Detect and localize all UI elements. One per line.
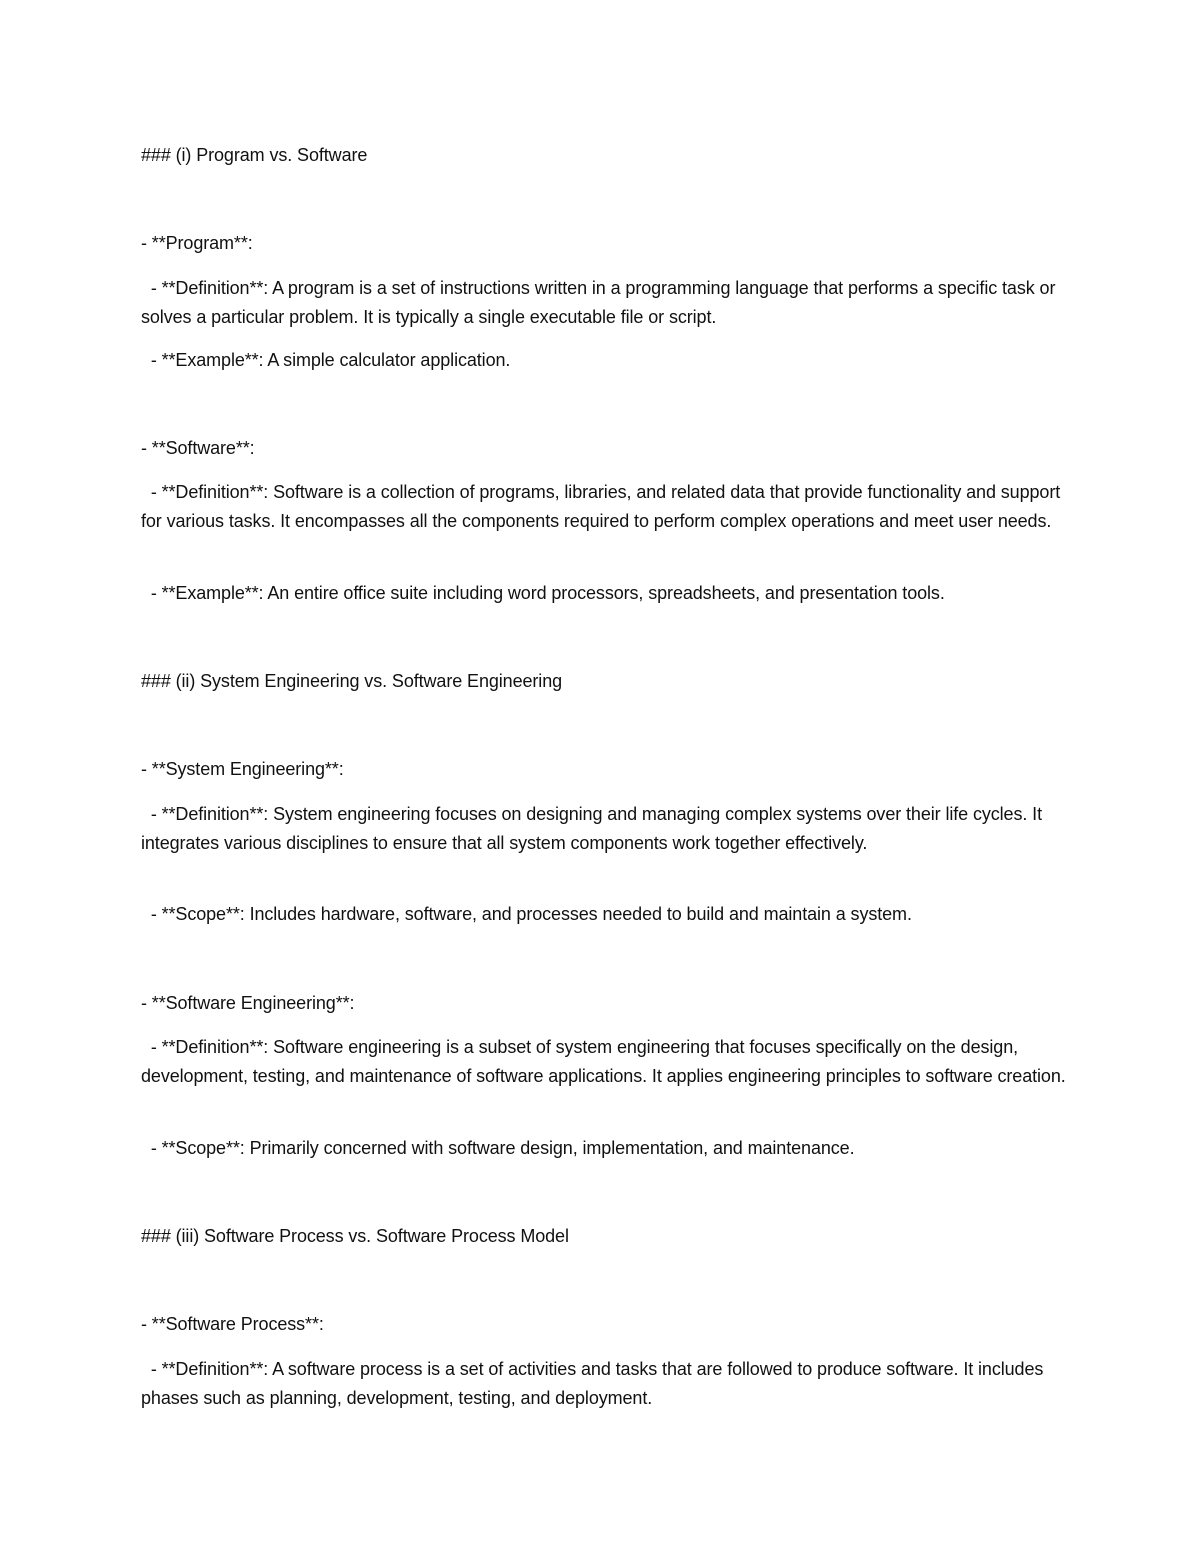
- list-item-program: - **Program**:: [141, 233, 253, 253]
- heading-system-vs-software-engineering: ### (ii) System Engineering vs. Software Engineering: [141, 671, 563, 691]
- list-item-system-engineering-scope: - **Scope**: Includes hardware, software, and processes needed to build and maintain a system.: [141, 904, 912, 924]
- list-item-software-engineering: - **Software Engineering**:: [141, 993, 355, 1013]
- list-item-software-example: - **Example**: An entire office suite including word processors, spreadsheets, and presentation tools.: [141, 583, 945, 603]
- list-item-software-process-definition: - **Definition**: A software process is a set of activities and tasks that are followed to produce software. It includes phases such as planning, development, testing, and deployment.: [141, 1359, 1049, 1408]
- list-item-software-definition: - **Definition**: Software is a collection of programs, libraries, and related data that provide functionality and support for various tasks. It encompasses all the components required to perform complex operations and meet user needs.: [141, 482, 1066, 531]
- list-item-software: - **Software**:: [141, 438, 255, 458]
- list-item-system-engineering: - **System Engineering**:: [141, 759, 344, 779]
- list-item-software-engineering-definition: - **Definition**: Software engineering is a subset of system engineering that focuses specifically on the design, development, testing, and maintenance of software applications. It applies engineering principles to software creation.: [141, 1037, 1066, 1086]
- list-item-system-engineering-definition: - **Definition**: System engineering focuses on designing and managing complex systems over their life cycles. It integrates various disciplines to ensure that all system components work together effectively.: [141, 804, 1047, 853]
- list-item-program-definition: - **Definition**: A program is a set of instructions written in a programming language that performs a specific task or solves a particular problem. It is typically a single executable file or script.: [141, 278, 1061, 327]
- list-item-software-process: - **Software Process**:: [141, 1314, 324, 1334]
- list-item-software-engineering-scope: - **Scope**: Primarily concerned with software design, implementation, and maintenance.: [141, 1138, 855, 1158]
- list-item-program-example: - **Example**: A simple calculator application.: [141, 350, 511, 370]
- heading-software-process-vs-model: ### (iii) Software Process vs. Software Process Model: [141, 1226, 569, 1246]
- heading-program-vs-software: ### (i) Program vs. Software: [141, 145, 368, 165]
